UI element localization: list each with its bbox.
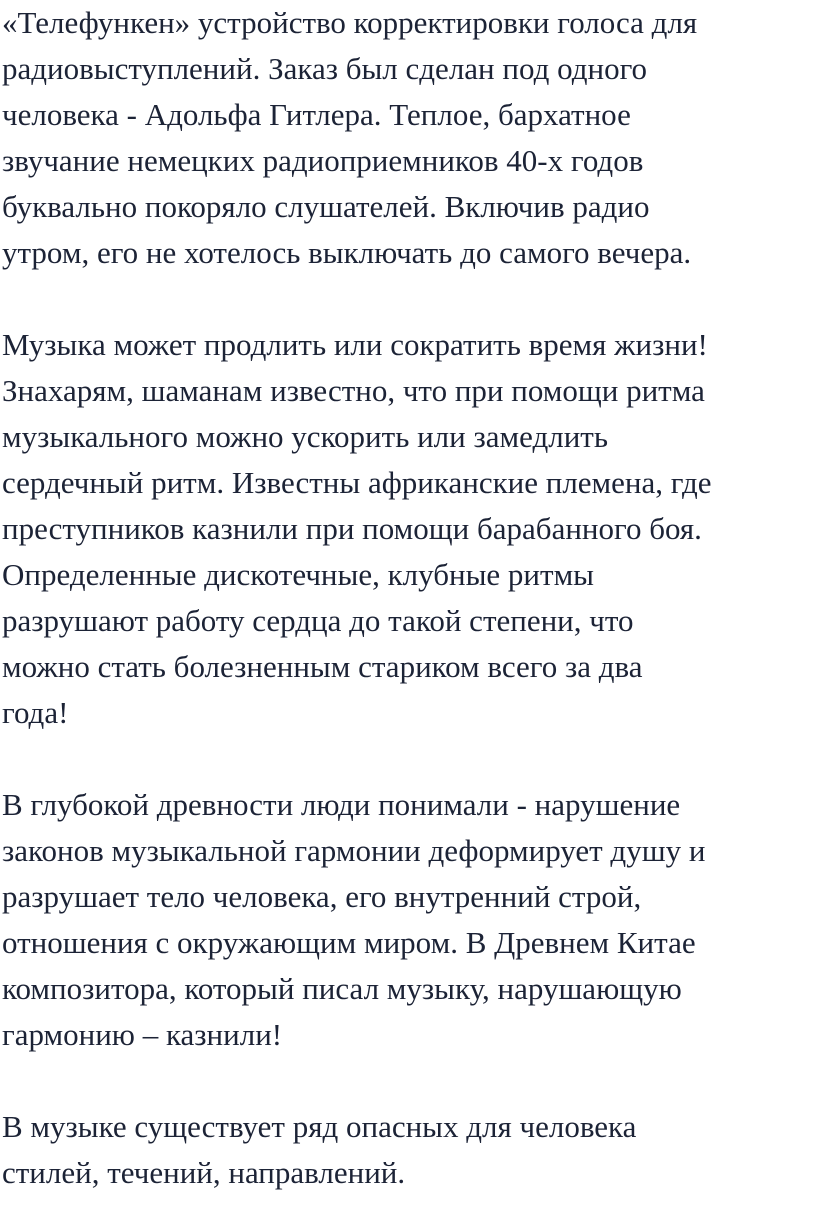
paragraph-telefunken: «Телефункен» устройство корректировки голоса для радиовыступлений. Заказ был сделан под одного человека - Адольфа Гитлера. Теплое, бархатное звучание немецких радиоприемников 40-х годов буквально покоряло слушателей. Включив радио утром, его не хотелось выключать до самого вечера. (2, 5, 698, 270)
paragraph-ancient-harmony: В глубокой древности люди понимали - нарушение законов музыкальной гармонии деформирует душу и разрушает тело человека, его внутренний строй, отношения с окружающим миром. В Древнем Китае композитора, который писал музыку, нарушающую гармонию – казнили! (2, 787, 706, 1052)
paragraph-dangerous-styles: В музыке существует ряд опасных для человека стилей, течений, направлений. (2, 1109, 637, 1190)
paragraph-music-life: Музыка может продлить или сократить время жизни! Знахарям, шаманам известно, что при помощи ритма музыкального можно ускорить или замедлить сердечный ритм. Известны африканские племена, где преступников казнили при помощи барабанного боя. Определенные дискотечные, клубные ритмы разрушают работу сердца до такой степени, что можно стать болезненным стариком всего за два года! (2, 327, 712, 730)
